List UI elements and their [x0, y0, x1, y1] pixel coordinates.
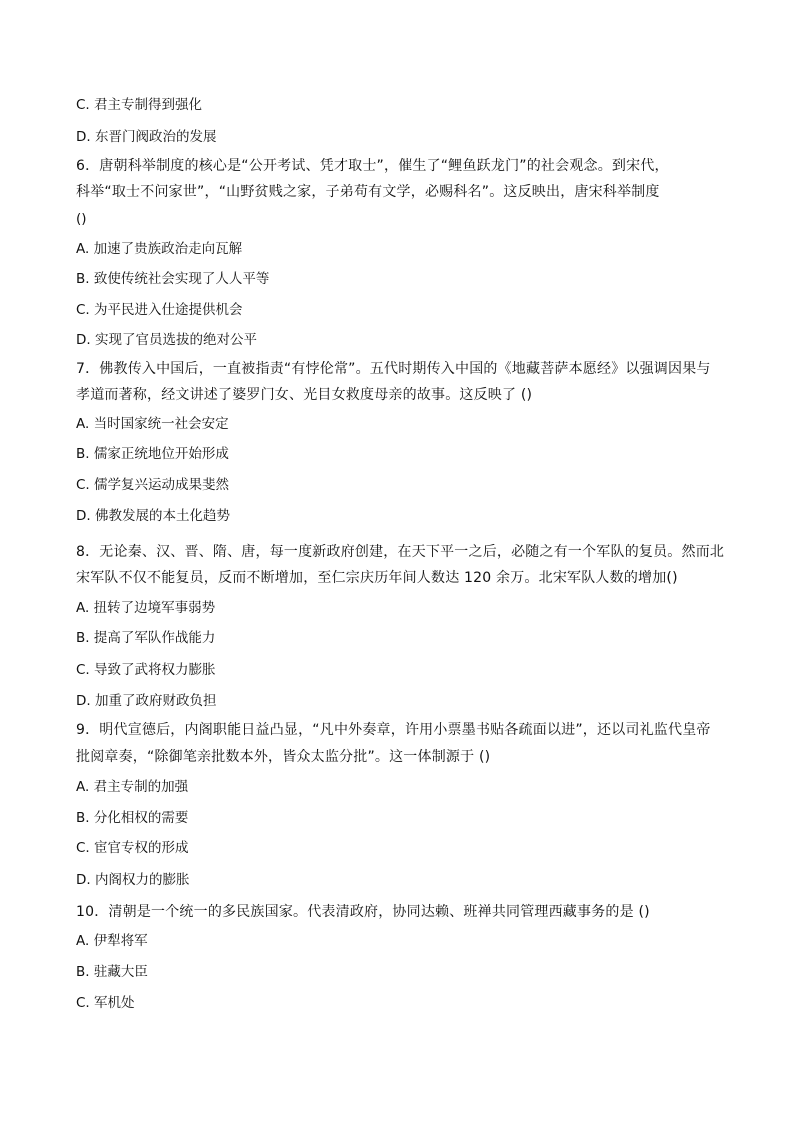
option-d-q6: D. 实现了官员选拔的绝对公平 [76, 332, 257, 348]
option-d-q5: D. 东晋门阀政治的发展 [76, 129, 217, 145]
option-a-q10: A. 伊犁将军 [76, 933, 148, 949]
question-6-line-3: () [76, 211, 87, 227]
question-7-line-2: 孝道而著称，经文讲述了婆罗门女、光目女救度母亲的故事。这反映了 () [76, 387, 533, 403]
option-d-q9: D. 内阁权力的膨胀 [76, 872, 190, 888]
question-8-line-1: 8．无论秦、汉、晋、隋、唐，每一度新政府创建，在天下平一之后，必随之有一个军队的复员。然而北 [76, 544, 725, 560]
option-c-q6: C. 为平民进入仕途提供机会 [76, 302, 243, 318]
option-a-q7: A. 当时国家统一社会安定 [76, 416, 229, 432]
option-d-q7: D. 佛教发展的本土化趋势 [76, 508, 230, 524]
option-c-q7: C. 儒学复兴运动成果斐然 [76, 477, 230, 493]
question-6-line-1: 6．唐朝科举制度的核心是“公开考试、凭才取士”，催生了“鲤鱼跃龙门”的社会观念。到宋代， [76, 158, 669, 174]
question-10-line-1: 10．清朝是一个统一的多民族国家。代表清政府，协同达赖、班禅共同管理西藏事务的是 () [76, 904, 650, 920]
option-c-q9: C. 宦官专权的形成 [76, 840, 189, 856]
question-9-line-1: 9．明代宣德后，内阁职能日益凸显，“凡中外奏章，许用小票墨书贴各疏面以进”，还以司礼监代皇帝 [76, 722, 711, 738]
option-d-q8: D. 加重了政府财政负担 [76, 693, 217, 709]
option-c-q8: C. 导致了武将权力膨胀 [76, 662, 216, 678]
option-b-q10: B. 驻藏大臣 [76, 964, 148, 980]
question-9-line-2: 批阅章奏，“除御笔亲批数本外，皆众太监分批”。这一体制源于 () [76, 749, 491, 765]
option-b-q6: B. 致使传统社会实现了人人平等 [76, 271, 270, 287]
question-8-line-2: 宋军队不仅不能复员，反而不断增加，至仁宗庆历年间人数达 120 余万。北宋军队人数的增加() [76, 570, 678, 586]
option-c-q5: C. 君主专制得到强化 [76, 97, 203, 113]
option-b-q9: B. 分化相权的需要 [76, 810, 189, 826]
option-b-q7: B. 儒家正统地位开始形成 [76, 446, 229, 462]
option-a-q9: A. 君主专制的加强 [76, 779, 189, 795]
option-a-q6: A. 加速了贵族政治走向瓦解 [76, 241, 243, 257]
option-b-q8: B. 提高了军队作战能力 [76, 630, 216, 646]
question-7-line-1: 7．佛教传入中国后，一直被指责“有悖伦常”。五代时期传入中国的《地藏菩萨本愿经》以强调因果与 [76, 361, 711, 377]
question-6-line-2: 科举“取士不问家世”，“山野贫贱之家，子弟苟有文学，必赐科名”。这反映出，唐宋科举制度 [76, 184, 660, 200]
option-a-q8: A. 扭转了边境军事弱势 [76, 600, 216, 616]
option-c-q10: C. 军机处 [76, 995, 135, 1011]
